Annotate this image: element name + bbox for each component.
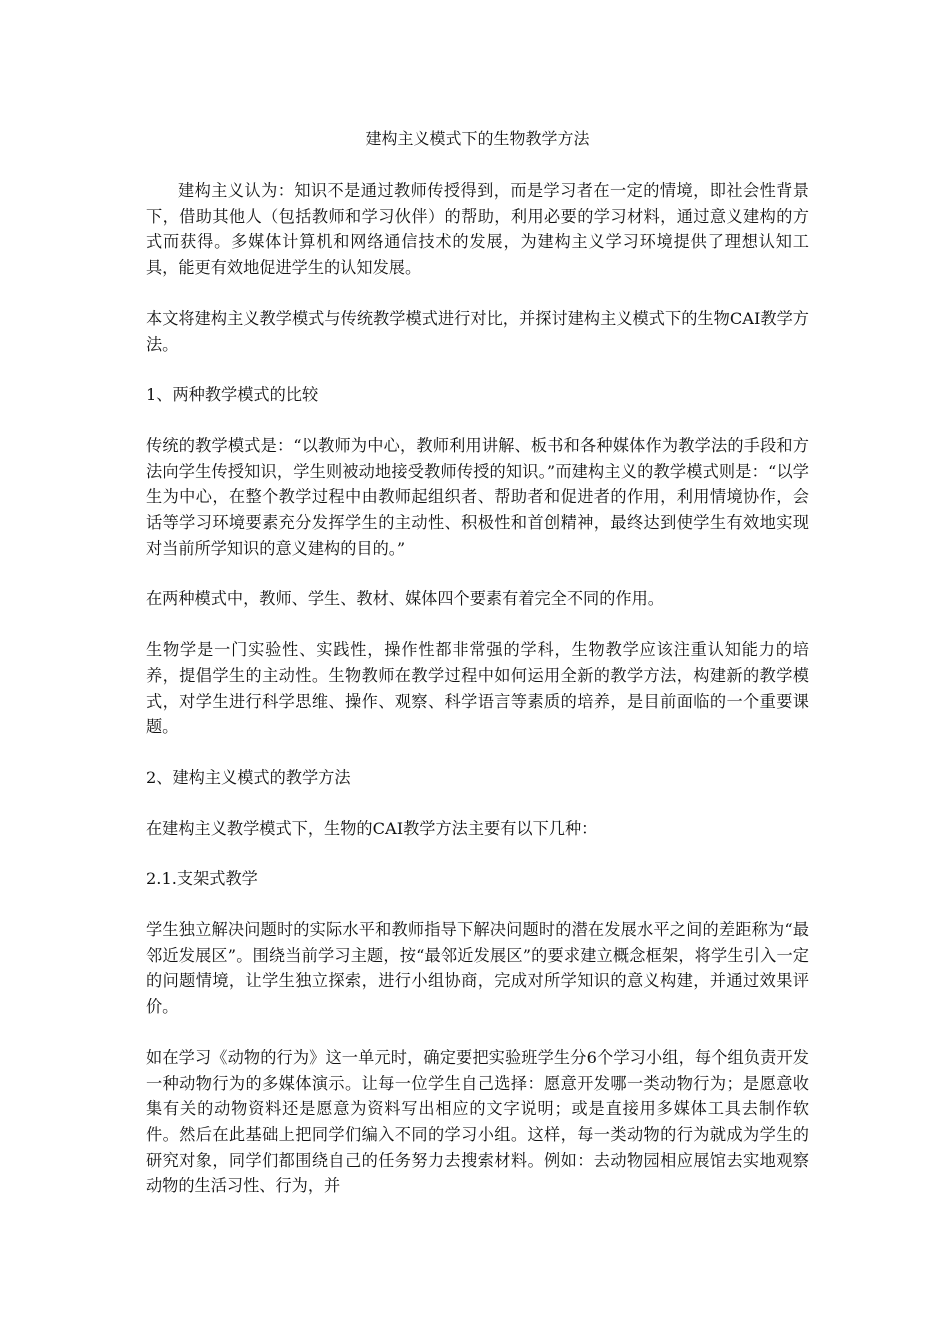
document-page xyxy=(146,126,809,1224)
paragraph-biology: 生物学是一门实验性、实践性，操作性都非常强的学科，生物教学应该注重认知能力的培养，提倡学生的主动性。生物教师在教学过程中如何运用全新的教学方法，构建新的教学模式，对学生进行科学思维、操作、观察、科学语言等素质的培养，是目前面临的一个重要课题。 xyxy=(146,640,809,737)
paragraph-methods-intro: 在建构主义教学模式下，生物的CAI教学方法主要有以下几种： xyxy=(146,818,598,838)
paragraph-purpose: 本文将建构主义教学模式与传统教学模式进行对比，并探讨建构主义模式下的生物CAI教学方法。 xyxy=(146,308,809,354)
document-title: 建构主义模式下的生物教学方法 xyxy=(365,129,590,148)
paragraph-comparison: 传统的教学模式是：“以教师为中心，教师利用讲解、板书和各种媒体作为教学法的手段和方法向学生传授知识，学生则被动地接受教师传授的知识。”而建构主义的教学模式则是：“以学生为中心，在整个教学过程中由教师起组织者、帮助者和促进者的作用，利用情境协作，会话等学习环境要素充分发挥学生的主动性、积极性和首创精神，最终达到使学生有效地实现对当前所学知识的意义建构的目的。” xyxy=(146,435,809,558)
paragraph-example: 如在学习《动物的行为》这一单元时，确定要把实验班学生分6个学习小组，每个组负责开发一种动物行为的多媒体演示。让每一位学生自己选择：愿意开发哪一类动物行为；是愿意收集有关的动物资料还是愿意为资料写出相应的文字说明；或是直接用多媒体工具去制作软件。然后在此基础上把同学们编入不同的学习小组。这样，每一类动物的行为就成为学生的研究对象，同学们都围绕自己的任务努力去搜索材料。例如：去动物园相应展馆去实地观察动物的生活习性、行为，并 xyxy=(146,1047,809,1196)
subsection-heading-2-1: 2.1.支架式教学 xyxy=(146,869,258,889)
section-heading-2: 2、建构主义模式的教学方法 xyxy=(146,767,351,787)
paragraph-elements: 在两种模式中，教师、学生、教材、媒体四个要素有着完全不同的作用。 xyxy=(146,589,664,609)
section-heading-1: 1、两种教学模式的比较 xyxy=(146,385,319,405)
paragraph-intro: 建构主义认为：知识不是通过教师传授得到，而是学习者在一定的情境，即社会性背景下，借助其他人（包括教师和学习伙伴）的帮助，利用必要的学习材料，通过意义建构的方式而获得。多媒体计算机和网络通信技术的发展，为建构主义学习环境提供了理想认知工具，能更有效地促进学生的认知发展。 xyxy=(146,181,809,278)
paragraph-scaffolding: 学生独立解决问题时的实际水平和教师指导下解决问题时的潜在发展水平之间的差距称为“最邻近发展区”。围绕当前学习主题，按“最邻近发展区”的要求建立概念框架，将学生引入一定的问题情境，让学生独立探索，进行小组协商，完成对所学知识的意义构建，并通过效果评价。 xyxy=(146,920,809,1017)
